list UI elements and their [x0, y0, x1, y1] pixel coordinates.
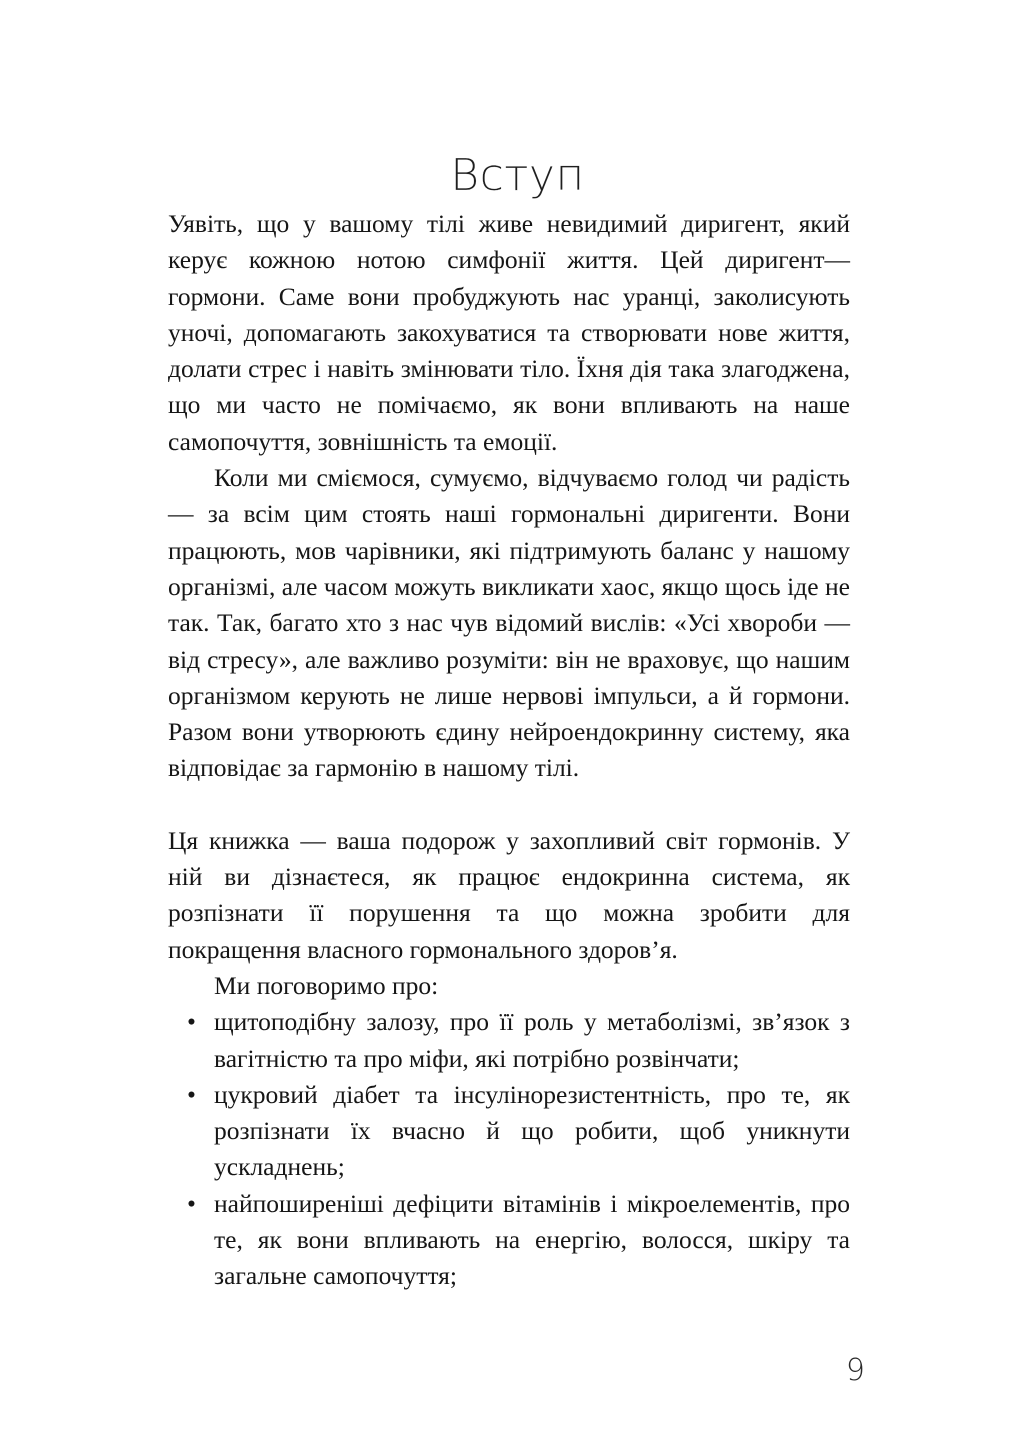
list-item	[168, 1186, 850, 1295]
paragraph-block-spacer	[168, 787, 850, 823]
paragraph-4-list-lead-in: Ми поговоримо про:	[214, 970, 439, 1000]
paragraph-1: Уявіть, що у вашому тілі живе невидимий диригент, який керує кожною нотою симфонії життя. Цей диригент— гормони. Саме вони пробуджують нас уранці, заколисують уночі, допомагають закохуватися та створювати нове життя, долати стрес і навіть змінювати тіло. Їхня дія така злагоджена, що ми часто не помічаємо, як вони впливають на наше самопочуття, зовнішність та емоції.	[168, 209, 850, 456]
paragraph-3: Ця книжка — ваша подорож у захопливий світ гормонів. У ній ви дізнаєтеся, як працює ендокринна система, як розпізнати її порушення та що можна зробити для покращення власного гормонального здоров’я.	[168, 825, 850, 964]
paragraph-2: Коли ми сміємося, сумуємо, відчуваємо голод чи радість — за всім цим стоять наші гормональні диригенти. Вони працюють, мов чарівники, які підтримують баланс у нашому організмі, але часом можуть викликати хаос, якщо щось іде не так. Так, багато хто з нас чув відомий вислів: «Усі хвороби — від стресу», але важливо розуміти: він не враховує, що нашим організмом керують не лише нервові імпульси, а й гормони. Разом вони утворюють єдину нейроендокринну систему, яка відповідає за гармонію в нашому тілі.	[168, 463, 850, 783]
list-item	[168, 1004, 850, 1077]
bullet-icon: •	[187, 1079, 196, 1109]
page-number: 9	[845, 1353, 865, 1388]
body-text-column	[168, 206, 850, 1295]
topics-bullet-list	[168, 1004, 850, 1294]
list-item	[168, 1077, 850, 1186]
list-item-text: цукровий діабет та інсулінорезистентність, про те, як розпізнати їх вчасно й що робити, щоб уникнути ускладнень;	[214, 1079, 850, 1182]
list-item-text: найпоширеніші дефіцити вітамінів і мікроелементів, про те, як вони впливають на енергію, волосся, шкіру та загальне самопочуття;	[214, 1188, 850, 1291]
bullet-icon: •	[187, 1007, 196, 1037]
list-item-text: щитоподібну залозу, про її роль у метаболізмі, зв’язок з вагітністю та про міфи, які потрібно розвінчати;	[214, 1007, 850, 1073]
bullet-icon: •	[187, 1188, 196, 1218]
page-title: Вступ	[450, 150, 585, 202]
